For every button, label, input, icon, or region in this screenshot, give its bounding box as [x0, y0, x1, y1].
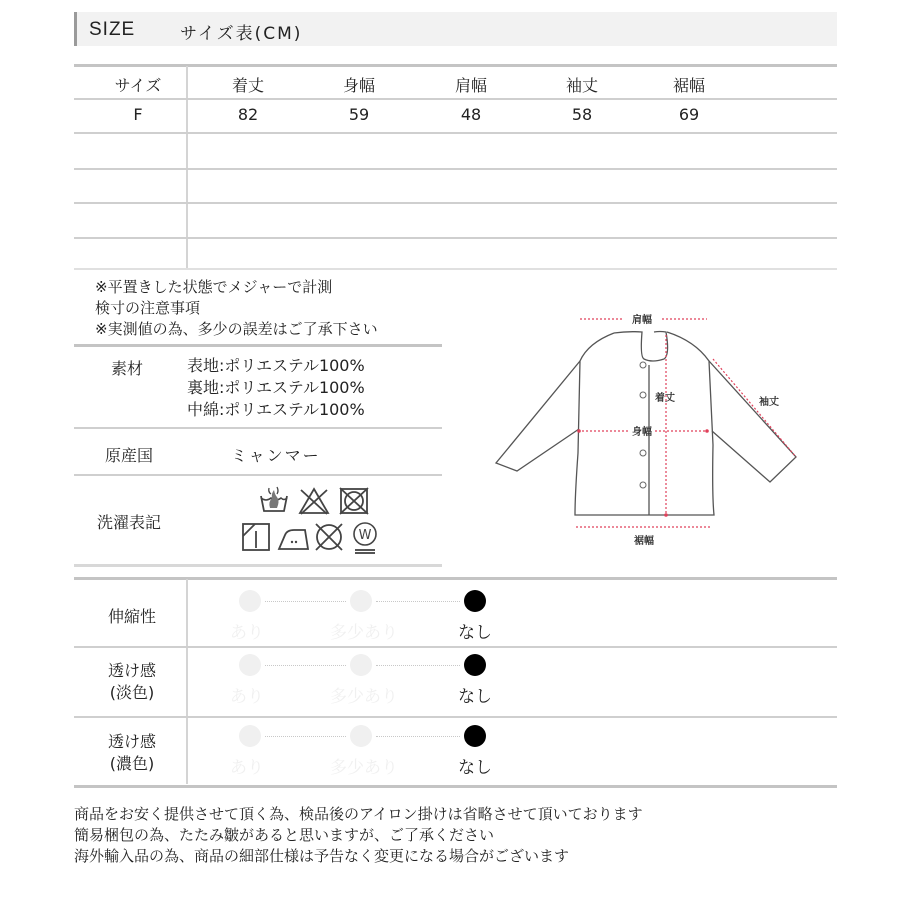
- diagram-label-chest: 身幅: [632, 427, 652, 438]
- section-divider: [74, 474, 442, 476]
- line-dry-shade-icon: [241, 522, 271, 552]
- cell-length: 82: [237, 105, 259, 124]
- table-top-border: [74, 64, 837, 67]
- scale-dot: [350, 590, 372, 612]
- material-label: 素材: [110, 359, 143, 378]
- origin-label: 原産国: [104, 446, 153, 465]
- scale-option-label: なし: [458, 758, 492, 778]
- scale-connector: [265, 736, 346, 737]
- scale-dot: [239, 590, 261, 612]
- footer-note: 海外輸入品の為、商品の細部仕様は予告なく変更になる場合がございます: [74, 847, 570, 865]
- row-divider: [74, 98, 837, 100]
- material-line: 裏地:ポリエステル100%: [187, 378, 365, 397]
- row-divider: [74, 237, 837, 239]
- table-top-border: [74, 577, 837, 580]
- no-tumble-dry-icon: [338, 486, 370, 516]
- header-cell-size: サイズ: [114, 76, 162, 95]
- attribute-label: [77, 606, 187, 628]
- scale-connector: [376, 601, 460, 602]
- header-cell-sleeve: 袖丈: [565, 76, 598, 95]
- scale-option-label: あり: [230, 758, 264, 778]
- scale-connector: [265, 601, 346, 602]
- scale-dot: [350, 654, 372, 676]
- origin-value: ミャンマー: [231, 446, 321, 465]
- footer-note: 商品をお安く提供させて頂く為、検品後のアイロン掛けは省略させて頂いております: [74, 805, 643, 823]
- diagram-label-length: 着丈: [655, 393, 675, 404]
- row-divider: [74, 132, 837, 134]
- header-size-label: SIZE: [89, 19, 136, 40]
- row-divider: [74, 646, 837, 648]
- cell-sleeve: 58: [571, 105, 593, 124]
- scale-connector: [265, 665, 346, 666]
- attribute-label-line: 透け感: [107, 661, 156, 680]
- scale-option-label: あり: [230, 623, 264, 643]
- attribute-label-line: (淡色): [109, 683, 155, 702]
- hand-wash-icon: [258, 484, 290, 516]
- attribute-label: [77, 731, 187, 775]
- attribute-label-line: 伸縮性: [107, 607, 156, 626]
- cell-chest: 59: [348, 105, 370, 124]
- scale-option-label: なし: [458, 623, 492, 643]
- attribute-label: [77, 660, 187, 704]
- material-line: 表地:ポリエステル100%: [187, 356, 365, 375]
- scale-dot-selected: [464, 725, 486, 747]
- no-bleach-icon: [298, 486, 330, 516]
- header-cell-length: 着丈: [231, 76, 264, 95]
- care-label: 洗濯表記: [96, 513, 161, 532]
- scale-dot: [239, 654, 261, 676]
- note-line: ※平置きした状態でメジャーで計測: [95, 278, 333, 296]
- scale-dot-selected: [464, 590, 486, 612]
- cell-hem: 69: [678, 105, 700, 124]
- scale-option-label: 多少あり: [330, 623, 398, 643]
- attribute-label-line: 透け感: [107, 732, 156, 751]
- button-icons: [640, 362, 646, 488]
- cell-size: F: [133, 105, 143, 124]
- header-accent-bar: [74, 12, 77, 46]
- scale-option-label: なし: [458, 687, 492, 707]
- wet-clean-icon: [350, 521, 380, 555]
- iron-low-icon: [276, 522, 310, 552]
- row-divider: [74, 268, 837, 270]
- scale-option-label: あり: [230, 687, 264, 707]
- row-divider: [74, 168, 837, 170]
- scale-connector: [376, 665, 460, 666]
- note-line: 検寸の注意事項: [95, 299, 201, 317]
- garment-measurement-diagram: [480, 295, 810, 555]
- row-divider: [74, 202, 837, 204]
- scale-option-label: 多少あり: [330, 687, 398, 707]
- section-divider: [74, 564, 442, 567]
- attribute-label-line: (濃色): [109, 754, 155, 773]
- cell-shoulder: 48: [460, 105, 482, 124]
- no-dry-clean-icon: [313, 521, 345, 553]
- section-divider: [74, 344, 442, 347]
- row-divider: [74, 716, 837, 718]
- footer-note: 簡易梱包の為、たたみ皺があると思いますが、ご了承ください: [74, 826, 495, 844]
- note-line: ※実測値の為、多少の誤差はご了承下さい: [95, 320, 378, 338]
- diagram-label-shoulder: 肩幅: [632, 315, 652, 326]
- header-title: サイズ表(CM): [180, 24, 303, 44]
- scale-connector: [376, 736, 460, 737]
- svg-text:W: W: [358, 528, 372, 543]
- section-divider: [74, 427, 442, 429]
- diagram-label-sleeve: 袖丈: [759, 397, 779, 408]
- header-cell-hem: 裾幅: [672, 76, 705, 95]
- header-cell-shoulder: 肩幅: [454, 76, 487, 95]
- material-line: 中綿:ポリエステル100%: [187, 400, 365, 419]
- header-cell-chest: 身幅: [342, 76, 375, 95]
- jacket-outline-icon: [496, 332, 796, 516]
- scale-dot: [350, 725, 372, 747]
- table-bottom-border: [74, 785, 837, 788]
- scale-dot: [239, 725, 261, 747]
- diagram-label-hem: 裾幅: [634, 536, 654, 547]
- scale-option-label: 多少あり: [330, 758, 398, 778]
- scale-dot-selected: [464, 654, 486, 676]
